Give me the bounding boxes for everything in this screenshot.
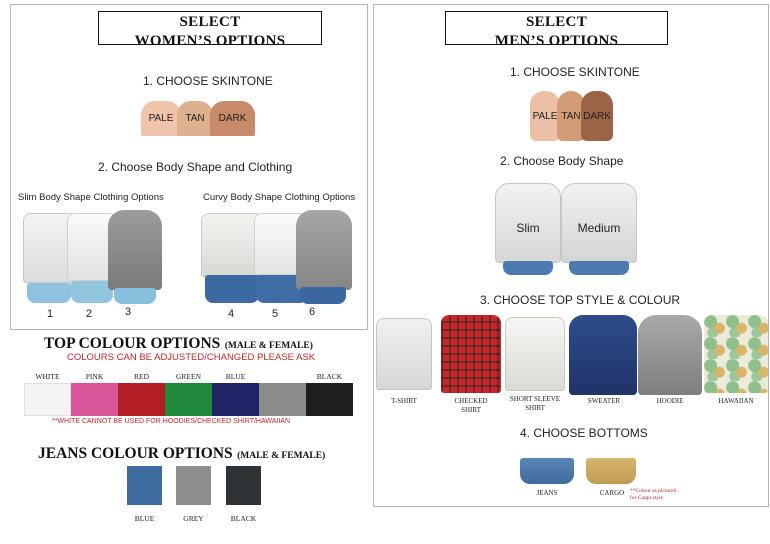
checked-shirt-label-line2: SHIRT xyxy=(461,406,481,414)
top-colour-swatch-label: RED xyxy=(134,372,149,381)
top-colour-title-suffix: (MALE & FEMALE) xyxy=(224,341,313,351)
mens-step2-heading: 2. Choose Body Shape xyxy=(500,154,624,168)
jeans-image xyxy=(520,458,574,484)
checked-shirt-label-line1: CHECKED xyxy=(454,397,488,405)
jeans-label: JEANS xyxy=(536,489,558,497)
curvy-outfit-4-bottom xyxy=(205,275,259,303)
womens-options-panel xyxy=(10,4,368,330)
hoodie-image xyxy=(638,315,702,395)
top-colour-swatch-label: WHITE xyxy=(35,372,60,381)
curvy-number-5: 5 xyxy=(271,308,279,320)
top-colour-swatch-grey[interactable] xyxy=(259,383,306,416)
jeans-colour-swatch-label: BLUE xyxy=(134,514,155,523)
slim-number-2: 2 xyxy=(85,308,93,320)
women-skintone-tan-label: TAN xyxy=(185,113,205,124)
men-skintone-pale-label: PALE xyxy=(532,110,558,122)
jeans-colour-swatch-black[interactable] xyxy=(226,466,261,505)
curvy-outfit-6-bottom xyxy=(300,287,346,304)
womens-title-line2: WOMEN’S OPTIONS xyxy=(134,33,286,49)
sweater-label xyxy=(572,397,636,406)
jeans-colour-title: JEANS COLOUR OPTIONS xyxy=(38,445,233,462)
top-colour-note: **WHITE CANNOT BE USED FOR HOODIES/CHECKED SHIRT/HAWAIIAN xyxy=(52,418,291,425)
cargo-image xyxy=(586,458,636,484)
men-body-slim-label: Slim xyxy=(516,221,540,235)
womens-step2-heading: 2. Choose Body Shape and Clothing xyxy=(98,160,293,174)
men-skintone-dark[interactable] xyxy=(581,91,613,141)
top-colour-swatch-pink[interactable] xyxy=(71,383,118,416)
cargo-note-line2: for Cargo style xyxy=(630,495,663,501)
men-body-slim-bottom xyxy=(503,261,553,275)
slim-outfit-3-top xyxy=(108,210,162,290)
checked-shirt-label xyxy=(439,397,503,415)
top-colour-swatch-white[interactable] xyxy=(24,383,71,416)
mens-step3-heading: 3. CHOOSE TOP STYLE & COLOUR xyxy=(480,293,681,307)
short-sleeve-shirt-label-line2: SHIRT xyxy=(525,404,545,412)
jeans-colour-swatch-blue[interactable] xyxy=(127,466,162,505)
mens-title-line2: MEN’S OPTIONS xyxy=(494,33,619,49)
sweater-label-line1: SWEATER xyxy=(587,397,621,405)
top-colour-title-row xyxy=(44,335,313,353)
top-colour-swatch-label: BLUE xyxy=(225,372,246,381)
slim-outfit-2-bottom xyxy=(71,281,113,303)
tshirt-label-line1: T-SHIRT xyxy=(391,397,417,405)
top-colour-swatch-green[interactable] xyxy=(165,383,212,416)
cargo-note-line1: **Colour as pictured xyxy=(630,488,677,494)
women-skintone-dark[interactable] xyxy=(210,101,255,136)
top-colour-swatch-label: PINK xyxy=(85,372,104,381)
jeans-colour-swatch-label: BLACK xyxy=(230,514,257,523)
cargo-label: CARGO xyxy=(599,489,625,497)
top-colour-title: TOP COLOUR OPTIONS xyxy=(44,335,221,352)
jeans-colour-swatch-label: GREY xyxy=(183,514,204,523)
hoodie-label xyxy=(638,397,702,406)
curvy-heading: Curvy Body Shape Clothing Options xyxy=(203,192,356,203)
tshirt-image xyxy=(376,318,432,390)
slim-number-3: 3 xyxy=(124,306,132,318)
women-skintone-pale[interactable] xyxy=(141,101,181,136)
women-skintone-pale-label: PALE xyxy=(148,113,174,124)
men-skintone-pale[interactable] xyxy=(530,91,560,141)
curvy-number-4: 4 xyxy=(227,308,235,320)
slim-outfit-1-bottom xyxy=(27,283,71,303)
mens-title-line1: SELECT xyxy=(526,14,587,30)
hoodie-label-line1: HOODIE xyxy=(656,397,684,405)
checked-shirt-image xyxy=(441,315,501,393)
men-body-medium-bottom xyxy=(569,261,629,275)
mens-title xyxy=(445,11,668,49)
mens-options-panel xyxy=(373,4,769,507)
women-skintone-tan[interactable] xyxy=(177,101,213,136)
women-skintone-dark-label: DARK xyxy=(218,113,247,124)
curvy-number-6: 6 xyxy=(308,306,316,318)
mens-step4-heading: 4. CHOOSE BOTTOMS xyxy=(520,426,648,440)
cargo-note xyxy=(630,488,676,502)
top-colour-swatch-red[interactable] xyxy=(118,383,165,416)
short-sleeve-shirt-label xyxy=(501,395,569,413)
men-body-medium-label: Medium xyxy=(577,221,621,235)
womens-step1-heading: 1. CHOOSE SKINTONE xyxy=(143,74,273,88)
womens-title-line1: SELECT xyxy=(179,14,241,30)
hawaiian-label-line1: HAWAIIAN xyxy=(718,397,754,405)
top-colour-swatch-black[interactable] xyxy=(306,383,353,416)
hawaiian-image xyxy=(704,315,768,393)
womens-title xyxy=(98,11,322,49)
slim-outfit-3-bottom xyxy=(114,288,156,304)
curvy-outfit-6-top xyxy=(296,210,352,290)
sweater-image xyxy=(569,315,637,395)
slim-number-1: 1 xyxy=(46,308,54,320)
men-skintone-tan-label: TAN xyxy=(561,110,581,122)
jeans-colour-title-suffix: (MALE & FEMALE) xyxy=(237,451,326,461)
top-colour-swatch-label: BLACK xyxy=(316,372,343,381)
short-sleeve-shirt-label-line1: SHORT SLEEVE xyxy=(509,395,561,403)
short-sleeve-shirt-image xyxy=(505,317,565,391)
jeans-colour-title-row xyxy=(38,445,325,463)
tshirt-label xyxy=(374,397,434,406)
top-colour-swatch-label: GREEN xyxy=(176,372,201,381)
top-colour-swatch-blue[interactable] xyxy=(212,383,259,416)
jeans-colour-swatch-grey[interactable] xyxy=(176,466,211,505)
top-colour-subtitle: COLOURS CAN BE ADJUSTED/CHANGED PLEASE ASK xyxy=(67,352,316,363)
slim-heading: Slim Body Shape Clothing Options xyxy=(18,192,164,203)
hawaiian-label xyxy=(704,397,768,406)
mens-step1-heading: 1. CHOOSE SKINTONE xyxy=(510,65,640,79)
men-skintone-dark-label: DARK xyxy=(583,110,611,122)
